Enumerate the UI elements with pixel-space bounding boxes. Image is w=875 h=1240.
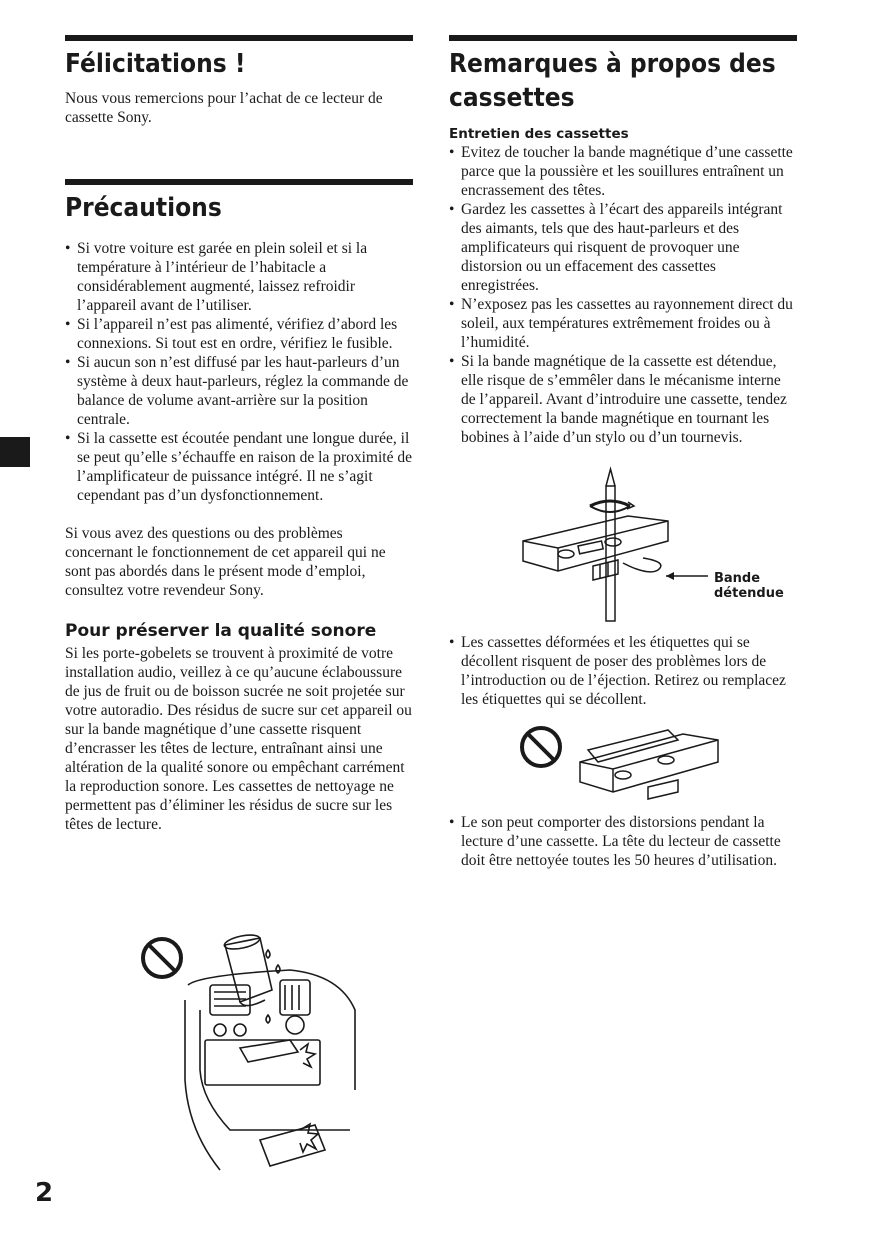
- list-item: • Evitez de toucher la bande magnétique d’une cassette parce que la poussière et les souillures entraînent un encrassement des têtes.: [449, 143, 797, 200]
- precautions-title: Précautions: [65, 193, 222, 223]
- deformed-cassette-illustration: [518, 722, 743, 804]
- prohibited-icon: [522, 728, 560, 766]
- section-rule: [449, 35, 797, 41]
- list-item: • Si aucun son n’est diffusé par les haut-parleurs d’un système à deux haut-parleurs, réglez la commande de balance de volume avant-arrière sur la position centrale.: [65, 353, 413, 429]
- slack-tape-label: Bande: [714, 571, 761, 586]
- maintenance-list: [449, 143, 797, 447]
- section-tab-marker: [0, 437, 30, 467]
- slack-tape-callout: [666, 571, 784, 601]
- slack-tape-label: détendue: [714, 586, 784, 601]
- list-item: • Si votre voiture est garée en plein soleil et si la température à l’intérieur de l’habitacle a considérablement augmenté, laissez refroidir l’appareil avant de l’utiliser.: [65, 239, 413, 315]
- list-item: • Si la cassette est écoutée pendant une longue durée, il se peut qu’elle s’échauffe en raison de la proximité de l’amplificateur de puissance intégré. Il ne s’agit cependant pas d’un dysfonctionnement.: [65, 429, 413, 505]
- prohibited-icon: [143, 939, 181, 977]
- cassettes-title: Remarques à propos des cassettes: [449, 49, 776, 113]
- page-number: 2: [35, 1178, 54, 1208]
- cassette-pencil-illustration: [518, 466, 793, 626]
- list-item: • Si la bande magnétique de la cassette est détendue, elle risque de s’emmêler dans le mécanisme interne de l’appareil. Avant d’introduire une cassette, tendez correctement la bande magnétique en tournant les bobines à l’aide d’un stylo ou d’un tournevis.: [449, 352, 797, 447]
- deformed-list: [449, 633, 797, 709]
- sound-quality-body: Si les porte-gobelets se trouvent à proximité de votre installation audio, veillez à ce qu’aucune éclaboussure de jus de fruit ou de boisson sucrée ne soit projetée sur votre autoradio. Des résidus de sucre sur cet appareil ou sur la bande magnétique d’une cassette risquent d’encrasser les têtes de lecture, entraînant ainsi une altération de la qualité sonore ou empêchant carrément la reproduction sonore. Les cassettes de nettoyage ne permettent pas d’éliminer les résidus de sucre sur les têtes de lecture.: [65, 645, 412, 833]
- section-rule: [65, 35, 413, 41]
- left-column: [65, 35, 413, 834]
- felicitations-body: Nous vous remercions pour l’achat de ce lecteur de cassette Sony.: [65, 90, 383, 126]
- cupholder-illustration: [140, 930, 365, 1178]
- distortion-list: [449, 813, 797, 870]
- list-item: • Gardez les cassettes à l’écart des appareils intégrant des aimants, tels que des haut-parleurs et des amplificateurs qui risquent de provoquer une distorsion ou un effacement des cassettes enregistrées.: [449, 200, 797, 295]
- felicitations-title: Félicitations !: [65, 49, 246, 79]
- sound-quality-heading: Pour préserver la qualité sonore: [65, 621, 377, 641]
- precautions-list: [65, 239, 413, 505]
- maintenance-heading: Entretien des cassettes: [449, 126, 629, 142]
- list-item: • Le son peut comporter des distorsions pendant la lecture d’une cassette. La tête du lecteur de cassette doit être nettoyée toutes les 50 heures d’utilisation.: [449, 813, 797, 870]
- list-item: • Les cassettes déformées et les étiquettes qui se décollent risquent de poser des problèmes lors de l’introduction ou de l’éjection. Retirez ou remplacez les étiquettes qui se décollent.: [449, 633, 797, 709]
- list-item: • N’exposez pas les cassettes au rayonnement direct du soleil, aux températures extrêmement froides ou à l’humidité.: [449, 295, 797, 352]
- list-item: • Si l’appareil n’est pas alimenté, vérifiez d’abord les connexions. Si tout est en ordre, vérifiez le fusible.: [65, 315, 413, 353]
- section-rule: [65, 179, 413, 185]
- precautions-note: Si vous avez des questions ou des problèmes concernant le fonctionnement de cet appareil qui ne sont pas abordés dans le présent mode d’emploi, consultez votre revendeur Sony.: [65, 525, 386, 599]
